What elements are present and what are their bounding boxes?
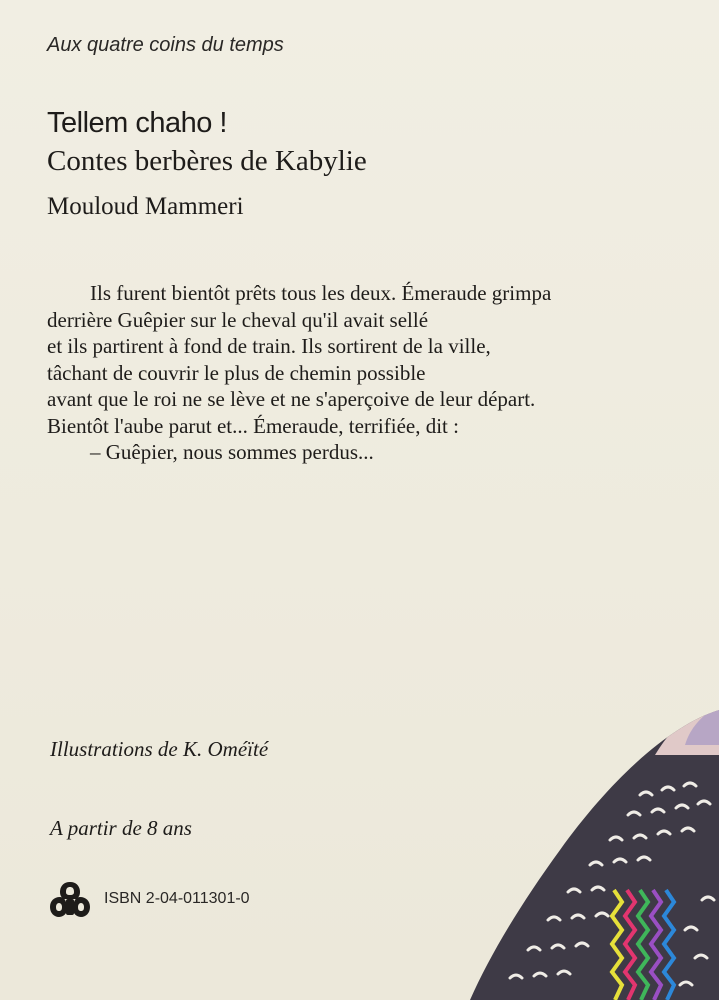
excerpt-line: Ils furent bientôt prêts tous les deux. Émeraude grimpa bbox=[90, 281, 552, 305]
isbn-number: ISBN 2-04-011301-0 bbox=[104, 890, 250, 907]
excerpt-line: Bientôt l'aube parut et... Émeraude, terrifiée, dit : bbox=[47, 413, 459, 438]
publisher-logo-icon bbox=[48, 880, 92, 920]
excerpt-line: – Guêpier, nous sommes perdus... bbox=[90, 440, 374, 464]
age-recommendation: A partir de 8 ans bbox=[50, 816, 192, 840]
book-subtitle: Contes berbères de Kabylie bbox=[47, 145, 367, 177]
book-title: Tellem chaho ! bbox=[47, 107, 227, 139]
excerpt-line: derrière Guêpier sur le cheval qu'il avait sellé bbox=[47, 307, 429, 332]
series-name: Aux quatre coins du temps bbox=[47, 34, 284, 56]
patterned-globe-illustration bbox=[440, 700, 719, 1000]
illustrator-credit: Illustrations de K. Oméïté bbox=[50, 737, 269, 761]
author-name: Mouloud Mammeri bbox=[47, 193, 244, 220]
excerpt-line: tâchant de couvrir le plus de chemin possible bbox=[47, 360, 426, 385]
excerpt bbox=[47, 280, 707, 466]
excerpt-line: avant que le roi ne se lève et ne s'aperçoive de leur départ. bbox=[47, 387, 536, 411]
excerpt-line: et ils partirent à fond de train. Ils sortirent de la ville, bbox=[47, 334, 491, 358]
